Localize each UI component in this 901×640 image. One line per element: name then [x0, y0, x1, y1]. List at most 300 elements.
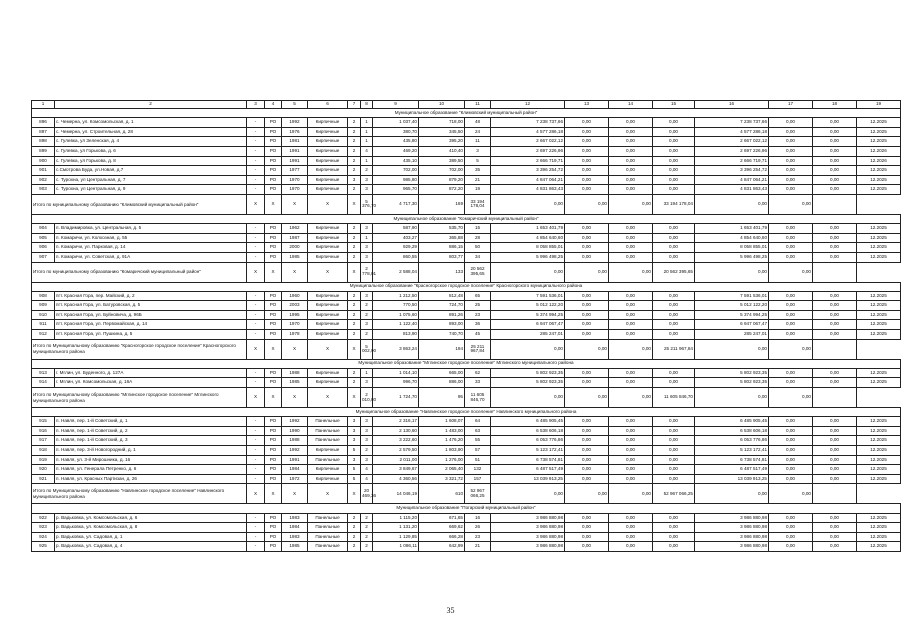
- subtotal-cell: 0,00: [695, 194, 769, 214]
- table-cell: 6 738 574,81: [491, 455, 565, 465]
- table-cell: -: [247, 532, 265, 542]
- table-cell: 3 986 880,98: [695, 532, 769, 542]
- table-cell: 0,00: [609, 175, 653, 185]
- table-cell: 12.2025: [857, 310, 901, 320]
- table-cell: -: [247, 137, 265, 147]
- table-cell: 535,70: [419, 224, 465, 234]
- table-cell: 0,00: [813, 378, 857, 388]
- table-cell: 0,00: [813, 118, 857, 128]
- subtotal-cell: X: [308, 339, 348, 359]
- table-cell: -: [247, 118, 265, 128]
- table-cell: Кирпичные: [308, 146, 348, 156]
- subtotal-label: Итого по Муниципальному образованию "Красногорское городское поселение" Красногорского муниципального района: [32, 339, 247, 359]
- table-cell: 0,00: [609, 330, 653, 340]
- table-cell: -: [247, 243, 265, 253]
- table-cell: 886,15: [419, 243, 465, 253]
- subtotal-cell: X: [265, 194, 282, 214]
- table-cell: 0,00: [565, 233, 609, 243]
- table-cell: 57: [465, 446, 491, 456]
- table-cell: 0,00: [565, 446, 609, 456]
- table-cell: 0,00: [653, 465, 695, 475]
- table-cell: 0,00: [609, 378, 653, 388]
- table-cell: 1 212,50: [373, 291, 419, 301]
- subtotal-cell: X: [247, 262, 265, 282]
- table-cell: 1981: [282, 137, 308, 147]
- table-cell: 0,00: [769, 417, 813, 427]
- column-number: 8: [361, 101, 373, 109]
- table-cell: Кирпичные: [308, 156, 348, 166]
- table-cell: 435,10: [373, 156, 419, 166]
- table-cell: 12.2025: [857, 465, 901, 475]
- table-cell: 923: [32, 523, 55, 533]
- table-cell: 0,00: [653, 513, 695, 523]
- table-cell: 666,28: [419, 532, 465, 542]
- table-cell: 3 849,67: [373, 465, 419, 475]
- table-cell: 0,00: [609, 523, 653, 533]
- table-cell: РО: [265, 436, 282, 446]
- table-cell: -: [247, 426, 265, 436]
- table-cell: 3: [361, 252, 373, 262]
- table-cell: 0,00: [565, 291, 609, 301]
- table-cell: 285 247,01: [491, 330, 565, 340]
- table-cell: -: [247, 378, 265, 388]
- column-number: 13: [565, 101, 609, 109]
- table-cell: 0,00: [813, 310, 857, 320]
- table-cell: Панельные: [308, 542, 348, 552]
- table-cell: -: [247, 301, 265, 311]
- table-cell: -: [247, 224, 265, 234]
- table-cell: 3: [361, 243, 373, 253]
- table-cell: г. Мглин, ул. Буденного, д. 127А: [55, 368, 247, 378]
- column-number: 16: [695, 101, 769, 109]
- table-cell: 2: [348, 532, 361, 542]
- table-cell: Кирпичные: [308, 185, 348, 195]
- subtotal-label: Итого по Муниципальному образованию "Мглинское городское поселение" Мглинского муниципального района: [32, 388, 247, 408]
- table-cell: 2: [361, 301, 373, 311]
- table-cell: 2: [361, 166, 373, 176]
- table-cell: 642,99: [419, 542, 465, 552]
- table-cell: 0,00: [769, 233, 813, 243]
- table-row: [32, 127, 901, 137]
- table-cell: 12.2025: [857, 513, 901, 523]
- table-cell: РО: [265, 474, 282, 484]
- table-cell: 0,00: [565, 252, 609, 262]
- table-cell: 1: [361, 137, 373, 147]
- table-cell: 3: [348, 455, 361, 465]
- table-cell: 3: [361, 175, 373, 185]
- table-cell: 0,00: [609, 474, 653, 484]
- table-cell: 5 996 498,25: [695, 252, 769, 262]
- table-cell: 2 316,17: [373, 417, 419, 427]
- table-cell: 0,00: [769, 436, 813, 446]
- table-row: [32, 417, 901, 427]
- table-cell: 0,00: [653, 320, 695, 330]
- table-cell: РО: [265, 513, 282, 523]
- subtotal-cell: X: [282, 194, 308, 214]
- table-cell: 1991: [282, 455, 308, 465]
- table-cell: 0,00: [609, 320, 653, 330]
- empty-cell: [813, 339, 857, 359]
- table-cell: 0,00: [813, 301, 857, 311]
- subtotal-cell: 0,00: [695, 262, 769, 282]
- table-cell: РО: [265, 523, 282, 533]
- table-cell: 0,00: [813, 175, 857, 185]
- table-cell: 2: [361, 523, 373, 533]
- table-cell: 2: [348, 291, 361, 301]
- table-cell: 1: [361, 156, 373, 166]
- table-cell: 1988: [282, 368, 308, 378]
- table-cell: 2 011,00: [373, 455, 419, 465]
- table-cell: 886,00: [419, 378, 465, 388]
- table-cell: 1 608,07: [419, 417, 465, 427]
- table-cell: 7 591 536,01: [491, 291, 565, 301]
- table-cell: 2: [348, 320, 361, 330]
- table-row: [32, 310, 901, 320]
- table-cell: 921: [32, 474, 55, 484]
- table-cell: 12.2025: [857, 532, 901, 542]
- table-cell: 2: [348, 542, 361, 552]
- table-cell: 0,00: [565, 455, 609, 465]
- table-cell: 365,88: [419, 233, 465, 243]
- table-cell: п. Комаричи, ул. Колхозная, д. 55: [55, 233, 247, 243]
- table-cell: 0,00: [813, 455, 857, 465]
- table-cell: 8 058 855,01: [491, 243, 565, 253]
- table-cell: 5 374 994,25: [491, 310, 565, 320]
- table-cell: 12.2025: [857, 252, 901, 262]
- table-cell: 0,00: [609, 233, 653, 243]
- table-cell: 1 653 401,79: [491, 224, 565, 234]
- table-cell: 12.2025: [857, 523, 901, 533]
- table-cell: 914: [32, 378, 55, 388]
- table-cell: 12.2025: [857, 233, 901, 243]
- table-cell: 3 396 254,72: [695, 166, 769, 176]
- table-cell: 34: [465, 252, 491, 262]
- table-cell: 929,29: [373, 243, 419, 253]
- table-cell: -: [247, 185, 265, 195]
- table-cell: 0,00: [565, 185, 609, 195]
- table-cell: 0,00: [653, 474, 695, 484]
- table-row: [32, 166, 901, 176]
- table-cell: 0,00: [565, 513, 609, 523]
- table-cell: 0,00: [609, 426, 653, 436]
- table-cell: 3 396 254,72: [491, 166, 565, 176]
- table-cell: 2 065,40: [419, 465, 465, 475]
- table-cell: 157: [465, 474, 491, 484]
- table-cell: 2: [361, 310, 373, 320]
- table-cell: 1970: [282, 320, 308, 330]
- table-cell: 0,00: [653, 118, 695, 128]
- table-cell: 6 947 067,47: [491, 320, 565, 330]
- subtotal-cell: 1 724,70: [373, 388, 419, 408]
- subtotal-cell: 33 194 178,04: [653, 194, 695, 214]
- table-cell: 2: [348, 224, 361, 234]
- table-cell: 410,40: [419, 146, 465, 156]
- table-row: [32, 156, 901, 166]
- subtotal-cell: 0,00: [609, 262, 653, 282]
- table-cell: РО: [265, 426, 282, 436]
- table-cell: 12.2025: [857, 291, 901, 301]
- table-cell: 2: [348, 127, 361, 137]
- subtotal-cell: X: [247, 388, 265, 408]
- table-cell: 5: [348, 446, 361, 456]
- table-cell: Кирпичные: [308, 368, 348, 378]
- column-number: 14: [609, 101, 653, 109]
- table-cell: 132: [465, 465, 491, 475]
- table-cell: 1: [361, 368, 373, 378]
- table-cell: 3: [348, 436, 361, 446]
- table-row: [32, 542, 901, 552]
- table-cell: 1985: [282, 542, 308, 552]
- table-cell: РО: [265, 320, 282, 330]
- table-cell: 0,00: [653, 291, 695, 301]
- table-cell: 285 247,01: [695, 330, 769, 340]
- table-cell: 0,00: [653, 301, 695, 311]
- table-cell: 12.2025: [857, 446, 901, 456]
- table-cell: 0,00: [813, 252, 857, 262]
- table-cell: 5 012 122,20: [695, 301, 769, 311]
- table-cell: 6 053 776,86: [695, 436, 769, 446]
- table-cell: 2: [348, 378, 361, 388]
- table-cell: РО: [265, 368, 282, 378]
- table-cell: 1990: [282, 426, 308, 436]
- table-cell: РО: [265, 233, 282, 243]
- table-cell: 0,00: [609, 436, 653, 446]
- table-cell: 12.2025: [857, 243, 901, 253]
- subtotal-cell: 0,00: [491, 262, 565, 282]
- table-cell: 903: [32, 185, 55, 195]
- section-header-row: [32, 109, 901, 118]
- table-cell: 0,00: [769, 542, 813, 552]
- table-cell: 1 086,11: [373, 542, 419, 552]
- table-cell: п. Навля, пер. 1-й Советский, д. 2: [55, 426, 247, 436]
- table-cell: 12.2025: [857, 436, 901, 446]
- section-title: Муниципальное образование "Навлинское городское поселение" Навлинского муниципального района: [32, 408, 901, 417]
- table-cell: 872,20: [419, 185, 465, 195]
- column-number: 11: [465, 101, 491, 109]
- table-cell: Панельные: [308, 417, 348, 427]
- table-cell: 904: [32, 224, 55, 234]
- table-row: [32, 252, 901, 262]
- table-cell: 2 697 226,96: [695, 146, 769, 156]
- table-cell: 4: [361, 474, 373, 484]
- table-cell: п. Навля, пер. 1-й Советский, д. 3: [55, 436, 247, 446]
- subtotal-cell: 0,00: [769, 339, 813, 359]
- table-cell: Панельные: [308, 455, 348, 465]
- section-title: Муниципальное образование "Комаричский муниципальный район": [32, 214, 901, 223]
- table-cell: 912: [32, 330, 55, 340]
- table-cell: 0,00: [769, 446, 813, 456]
- table-cell: 0,00: [769, 310, 813, 320]
- table-cell: 21: [465, 542, 491, 552]
- table-cell: 1 129,85: [373, 532, 419, 542]
- table-cell: 908: [32, 291, 55, 301]
- subtotal-cell: 0,00: [695, 339, 769, 359]
- table-cell: пгт. Красная Гора, ул. Первомайская, д. 14: [55, 320, 247, 330]
- table-cell: 924: [32, 532, 55, 542]
- table-cell: пгт. Красная Гора, ул. Батуровская, д. 5: [55, 301, 247, 311]
- subtotal-cell: X: [308, 262, 348, 282]
- table-cell: -: [247, 523, 265, 533]
- table-cell: 1 075,60: [373, 310, 419, 320]
- subtotal-cell: 0,00: [695, 388, 769, 408]
- table-cell: п. Комаричи, ул. Советская, д. 91А: [55, 252, 247, 262]
- subtotal-cell: 52 967 066,25: [465, 484, 491, 504]
- table-cell: 922: [32, 513, 55, 523]
- table-cell: 1 131,20: [373, 523, 419, 533]
- table-row: [32, 320, 901, 330]
- table-cell: 1 653 401,79: [695, 224, 769, 234]
- table-cell: 64: [465, 417, 491, 427]
- table-cell: 1: [361, 233, 373, 243]
- table-cell: -: [247, 465, 265, 475]
- table-cell: 0,00: [565, 523, 609, 533]
- table-cell: 2: [348, 156, 361, 166]
- table-cell: 702,00: [419, 166, 465, 176]
- table-cell: 0,00: [813, 446, 857, 456]
- subtotal-cell: X: [348, 484, 361, 504]
- table-cell: 1 276,00: [419, 455, 465, 465]
- table-cell: с. Гулевка, ул Горькова, д. 8: [55, 156, 247, 166]
- table-cell: 62: [465, 368, 491, 378]
- table-cell: 6 485 905,45: [491, 417, 565, 427]
- table-cell: 12.2025: [857, 137, 901, 147]
- table-cell: РО: [265, 291, 282, 301]
- table-cell: 3 986 880,98: [491, 513, 565, 523]
- table-cell: 4 831 863,43: [491, 185, 565, 195]
- table-cell: 2: [348, 523, 361, 533]
- section-header-row: [32, 408, 901, 417]
- table-cell: РО: [265, 455, 282, 465]
- table-cell: 12.2025: [857, 474, 901, 484]
- table-cell: 3 986 880,98: [695, 542, 769, 552]
- table-cell: 0,00: [769, 532, 813, 542]
- table-cell: 0,00: [813, 513, 857, 523]
- table-cell: 0,00: [565, 224, 609, 234]
- table-cell: пгт. Красная Гора, пер. Майский, д. 2: [55, 291, 247, 301]
- table-cell: 2: [361, 532, 373, 542]
- table-cell: 5 802 923,35: [491, 368, 565, 378]
- table-row: [32, 426, 901, 436]
- table-cell: 3: [465, 146, 491, 156]
- table-cell: Кирпичные: [308, 301, 348, 311]
- table-cell: 0,00: [609, 532, 653, 542]
- table-cell: с. Турохна, ул Центральная, д. 7: [55, 175, 247, 185]
- table-cell: 0,00: [565, 532, 609, 542]
- subtotal-cell: 0,00: [695, 484, 769, 504]
- table-cell: 0,00: [653, 368, 695, 378]
- table-cell: 0,00: [565, 542, 609, 552]
- table-cell: 1991: [282, 156, 308, 166]
- table-cell: 5 374 994,25: [695, 310, 769, 320]
- subtotal-cell: 11 605 846,70: [465, 388, 491, 408]
- table-cell: Кирпичные: [308, 127, 348, 137]
- table-cell: 0,00: [769, 465, 813, 475]
- table-cell: -: [247, 175, 265, 185]
- table-cell: 12.2025: [857, 320, 901, 330]
- subtotal-row: [32, 194, 901, 214]
- table-cell: 770,50: [373, 301, 419, 311]
- table-cell: 12.2025: [857, 118, 901, 128]
- table-cell: 909: [32, 301, 55, 311]
- table-cell: с. Чемерна, ул. Строительная, д. 28: [55, 127, 247, 137]
- subtotal-cell: X: [247, 339, 265, 359]
- table-cell: -: [247, 455, 265, 465]
- column-number: 7: [348, 101, 361, 109]
- table-cell: -: [247, 127, 265, 137]
- subtotal-row: [32, 388, 901, 408]
- table-cell: 12.2025: [857, 166, 901, 176]
- column-number: 19: [857, 101, 901, 109]
- table-cell: -: [247, 436, 265, 446]
- table-cell: 4: [361, 146, 373, 156]
- section-header-row: [32, 282, 901, 291]
- table-cell: 0,00: [653, 224, 695, 234]
- table-cell: РО: [265, 446, 282, 456]
- table-cell: 0,00: [769, 127, 813, 137]
- table-cell: 3 222,60: [373, 436, 419, 446]
- table-cell: 19: [465, 185, 491, 195]
- table-cell: 12.2025: [857, 378, 901, 388]
- subtotal-cell: 0,00: [565, 262, 609, 282]
- subtotal-row: [32, 262, 901, 282]
- table-cell: 0,00: [653, 378, 695, 388]
- table-cell: 0,00: [813, 532, 857, 542]
- subtotal-cell: 0,00: [565, 388, 609, 408]
- table-cell: 0,00: [653, 523, 695, 533]
- table-cell: 996,70: [373, 378, 419, 388]
- table-cell: -: [247, 542, 265, 552]
- subtotal-cell: 0,00: [565, 484, 609, 504]
- table-cell: 45: [465, 330, 491, 340]
- table-cell: 2: [361, 513, 373, 523]
- table-cell: 1992: [282, 118, 308, 128]
- table-cell: 13 039 913,25: [491, 474, 565, 484]
- table-cell: 2: [348, 137, 361, 147]
- table-cell: 1 037,40: [373, 118, 419, 128]
- table-cell: пгт. Красная Гора, ул. Буйновича, д. 96Б: [55, 310, 247, 320]
- subtotal-cell: 0,00: [609, 484, 653, 504]
- table-cell: Кирпичные: [308, 446, 348, 456]
- table-cell: 1985: [282, 252, 308, 262]
- section-title: Муниципальное образование "Красногорское городское поселение" Красногорского муниципального района: [32, 282, 901, 291]
- table-cell: 5 802 923,35: [491, 378, 565, 388]
- table-cell: 4 831 863,43: [695, 185, 769, 195]
- table-cell: 12.2026: [857, 146, 901, 156]
- table-cell: 0,00: [769, 118, 813, 128]
- table-cell: 0,00: [813, 417, 857, 427]
- subtotal-cell: X: [247, 484, 265, 504]
- table-cell: 5: [348, 465, 361, 475]
- table-cell: 0,00: [653, 252, 695, 262]
- table-cell: 2: [348, 513, 361, 523]
- table-cell: 26: [465, 523, 491, 533]
- subtotal-row: [32, 484, 901, 504]
- table-cell: -: [247, 166, 265, 176]
- table-cell: 12.2025: [857, 455, 901, 465]
- table-cell: 1 803,90: [419, 446, 465, 456]
- table-cell: 3: [361, 378, 373, 388]
- table-cell: 0,00: [653, 455, 695, 465]
- table-cell: 0,00: [653, 146, 695, 156]
- table-cell: 1983: [282, 532, 308, 542]
- table-cell: п. Комаричи, ул. Парковая, д. 14: [55, 243, 247, 253]
- table-row: [32, 233, 901, 243]
- table-cell: 740,70: [419, 330, 465, 340]
- table-cell: 0,00: [565, 368, 609, 378]
- subtotal-cell: 20 562 395,65: [653, 262, 695, 282]
- table-cell: РО: [265, 118, 282, 128]
- table-cell: РО: [265, 185, 282, 195]
